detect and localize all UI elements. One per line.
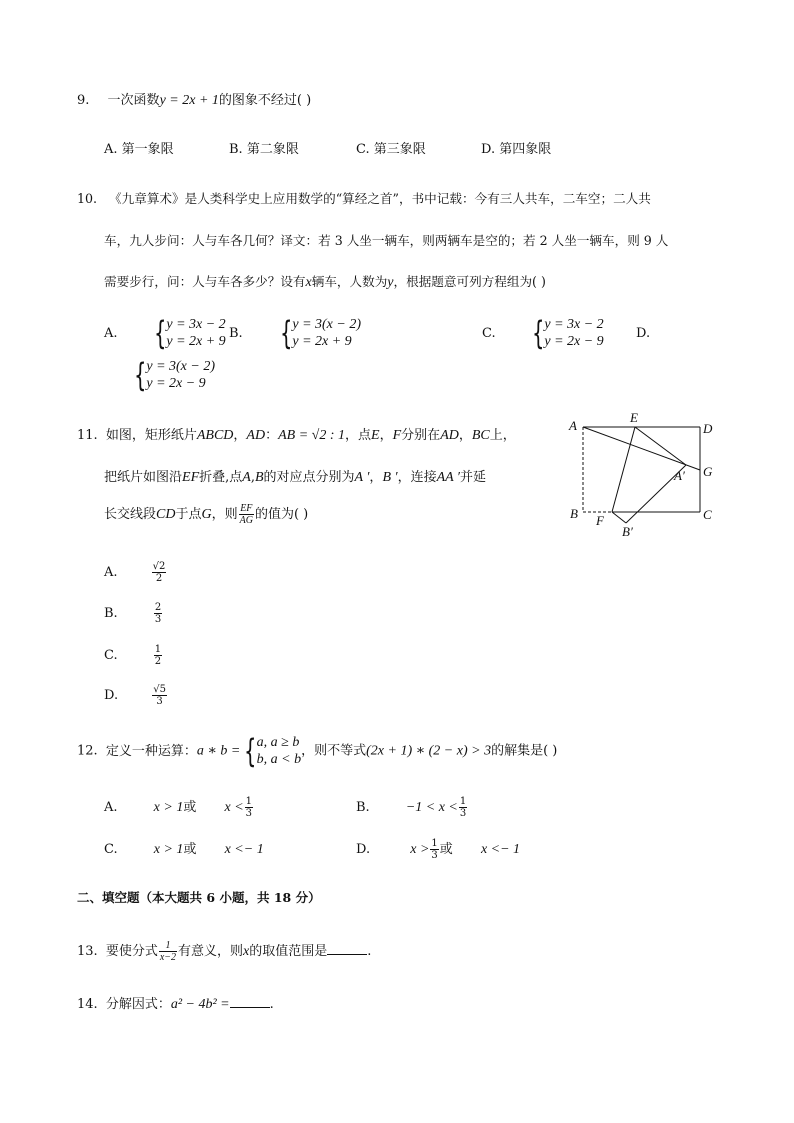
q11-option-b[interactable]: B. $\frac{2}{3}$ xyxy=(104,602,162,625)
question-10-line-1: 10. 《九章算术》是人类科学史上应用数学的“算经之首”，书中记载：今有三人共车，二车空；二人共 xyxy=(77,191,651,206)
fold-line-ef xyxy=(612,427,635,512)
q11-folded-rectangle-figure xyxy=(560,405,730,545)
question-11-line-2: 把纸片如图沿EF折叠,点A,B的对应点分别为A ′，B ′，连接AA ′并延 xyxy=(104,470,487,485)
q12-option-c[interactable]: C. x > 1或 x <− 1 xyxy=(104,842,264,857)
label-f: F xyxy=(596,513,604,528)
question-10-line-2: 车，九人步问：人与车各几何？译文：若 3 人坐一辆车，则两辆车是空的；若 2 人坐一辆车，则 9 人 xyxy=(104,233,669,248)
q12-option-a[interactable]: A. x > 1或 x < $\frac{1}{3}$ xyxy=(104,796,253,819)
label-b-prime: B′ xyxy=(622,524,633,539)
q13-answer-blank[interactable] xyxy=(327,942,367,955)
label-g: G xyxy=(703,464,713,479)
q11-option-c[interactable]: C. $\frac{1}{2}$ xyxy=(104,644,162,667)
q10-option-d-system: {y = 3(x − 2) y = 2x − 9 xyxy=(134,356,216,394)
q12-option-d[interactable]: D. x > $\frac{1}{3}$ 或 x <− 1 xyxy=(356,838,521,861)
question-11-line-1: 11. 如图，矩形纸片ABCD，AD：AB = √2 : 1，点E，F分别在AD，BC上， xyxy=(77,428,516,443)
section-2-title: 二、填空题（本大题共 6 小题，共 18 分） xyxy=(77,890,321,905)
q10-option-c-letter[interactable]: C. xyxy=(482,326,496,341)
question-10-line-3: 需要步行，问：人与车各多少？设有x辆车，人数为y，根据题意可列方程组为( ) xyxy=(104,274,546,290)
q11-option-a[interactable]: A. $\frac{√2}{2}$ xyxy=(104,561,166,584)
question-11-line-3: 长交线段CD于点G，则 $\frac{EF}{AG}$ 的值为( ) xyxy=(104,503,309,526)
question-number: 10. xyxy=(77,191,98,206)
q10-option-b-system: {y = 3(x − 2) y = 2x + 9 xyxy=(280,314,362,352)
segment-ag xyxy=(583,427,700,470)
q14-answer-blank[interactable] xyxy=(230,995,270,1008)
q10-option-a-letter[interactable]: A. xyxy=(104,326,118,341)
label-b: B xyxy=(570,506,578,521)
label-a: A xyxy=(569,418,577,433)
question-number: 9. xyxy=(77,93,90,108)
q9-option-a[interactable]: A. 第一象限 xyxy=(104,142,174,157)
q10-option-b-letter[interactable]: B. xyxy=(229,326,243,341)
q9-option-b[interactable]: B. 第二象限 xyxy=(229,142,299,157)
q10-option-c-system: {y = 3x − 2 y = 2x − 9 xyxy=(532,314,604,352)
question-13: 13. 要使分式 $\frac{1}{x-2}$ 有意义，则x的取值范围是 . xyxy=(77,940,372,963)
label-e: E xyxy=(630,410,638,425)
q9-option-d[interactable]: D. 第四象限 xyxy=(481,142,552,157)
q9-option-c[interactable]: C. 第三象限 xyxy=(356,142,426,157)
segment-fb1 xyxy=(612,512,626,523)
label-d: D xyxy=(703,421,713,436)
question-14: 14. 分解因式：a² − 4b² = . xyxy=(77,997,274,1012)
q11-option-d[interactable]: D. $\frac{√5}{3}$ xyxy=(104,684,166,707)
question-number: 11. xyxy=(77,428,98,443)
segment-ea1 xyxy=(635,427,686,465)
q10-option-a-system: {y = 3x − 2 y = 2x + 9 xyxy=(154,314,226,352)
question-number: 14. xyxy=(77,997,98,1012)
q12-option-b[interactable]: B. −1 < x < $\frac{1}{3}$ xyxy=(356,796,467,819)
label-c: C xyxy=(703,507,712,522)
question-number: 13. xyxy=(77,944,98,959)
label-a-prime: A′ xyxy=(674,468,685,483)
question-number: 12. xyxy=(77,743,98,759)
question-12-stem: 12. 定义一种运算：a ∗ b = {a, a ≥ b b, a < b，则不等式(2x + 1) ∗ (2 − x) > 3的解集是( ) xyxy=(77,732,558,770)
q10-option-d-letter[interactable]: D. xyxy=(636,326,651,341)
question-9-stem: 9. 一次函数y = 2x + 1的图象不经过( ) xyxy=(77,93,312,108)
